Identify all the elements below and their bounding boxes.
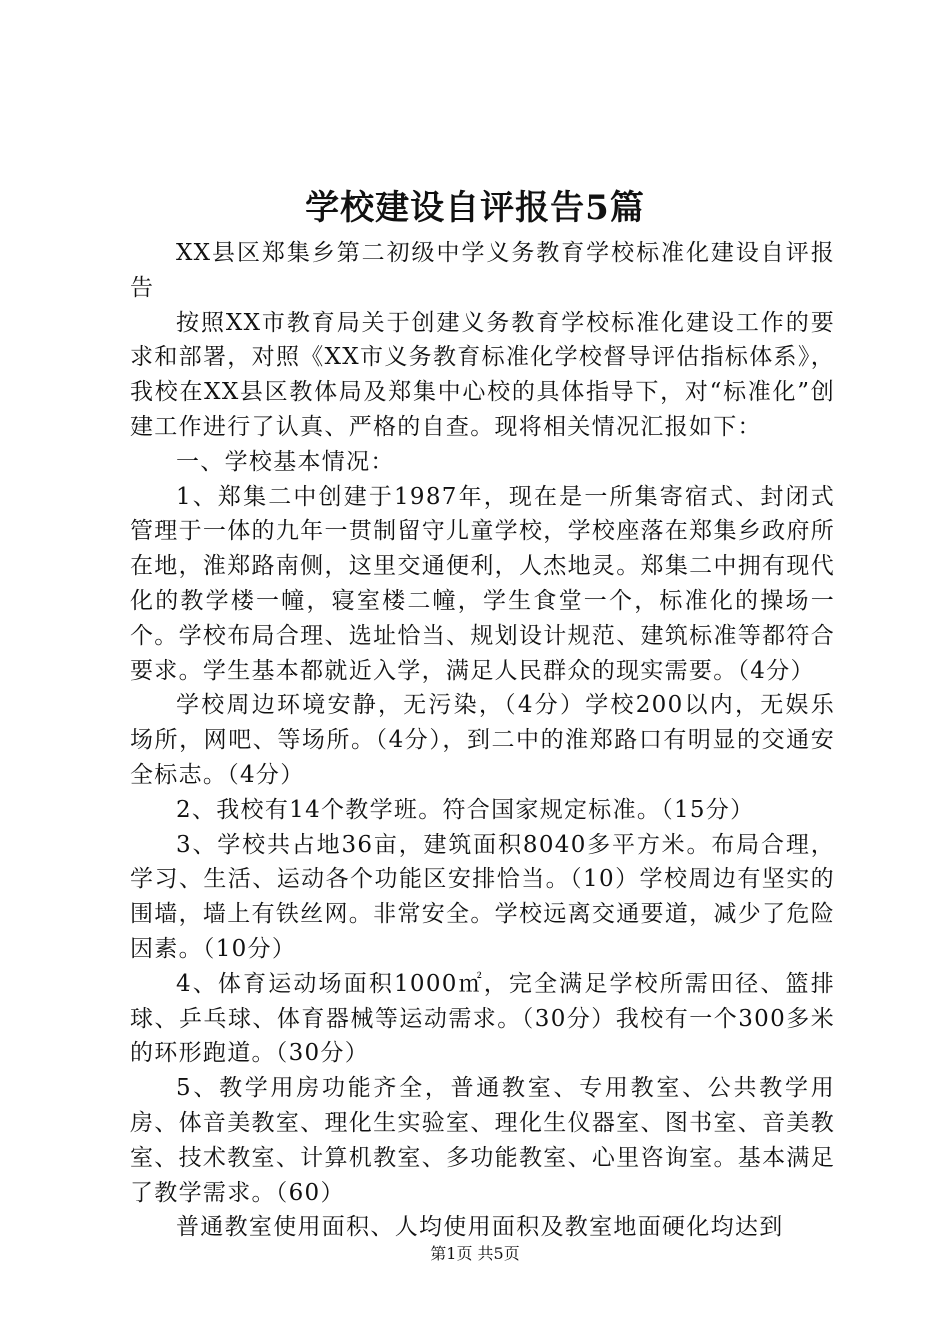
document-body [130, 236, 835, 1245]
paragraph-item-3: 3、学校共占地36亩，建筑面积8040多平方米。布局合理，学习、生活、运动各个功能区安排恰当。（10）学校周边有坚实的围墙，墙上有铁丝网。非常安全。学校远离交通要道，减少了危险因素。（10分） [130, 831, 835, 962]
paragraph-surroundings: 学校周边环境安静，无污染，（4分）学校200以内，无娱乐场所，网吧、等场所。（4分），到二中的淮郑路口有明显的交通安全标志。（4分） [130, 692, 835, 788]
section-heading-basic-info: 一、学校基本情况： [176, 448, 395, 475]
paragraph-classrooms: 普通教室使用面积、人均使用面积及教室地面硬化均达到 [176, 1214, 784, 1241]
paragraph-report-heading: XX县区郑集乡第二初级中学义务教育学校标准化建设自评报告 [130, 240, 835, 301]
paragraph-item-1: 1、郑集二中创建于1987年，现在是一所集寄宿式、封闭式管理于一体的九年一贯制留守儿童学校，学校座落在郑集乡政府所在地，淮郑路南侧，这里交通便利，人杰地灵。郑集二中拥有现代化的教学楼一幢，寝室楼二幢，学生食堂一个，标准化的操场一个。学校布局合理、选址恰当、规划设计规范、建筑标准等都符合要求。学生基本都就近入学，满足人民群众的现实需要。（4分） [130, 483, 835, 684]
paragraph-item-2: 2、我校有14个教学班。符合国家规定标准。（15分） [176, 796, 755, 823]
paragraph-intro: 按照XX市教育局关于创建义务教育学校标准化建设工作的要求和部署，对照《XX市义务教育标准化学校督导评估指标体系》，我校在XX县区教体局及郑集中心校的具体指导下，对“标准化”创建工作进行了认真、严格的自查。现将相关情况汇报如下： [130, 309, 835, 440]
paragraph-item-5: 5、教学用房功能齐全，普通教室、专用教室、公共教学用房、体音美教室、理化生实验室、理化生仪器室、图书室、音美教室、技术教室、计算机教室、多功能教室、心里咨询室。基本满足了教学需求。（60） [130, 1075, 835, 1206]
paragraph-item-4: 4、体育运动场面积1000㎡，完全满足学校所需田径、篮排球、乒乓球、体育器械等运动需求。（30分）我校有一个300多米的环形跑道。（30分） [130, 970, 835, 1067]
page-footer: 第1页 共5页 [430, 1244, 520, 1263]
document-title: 学校建设自评报告5篇 [305, 188, 645, 228]
